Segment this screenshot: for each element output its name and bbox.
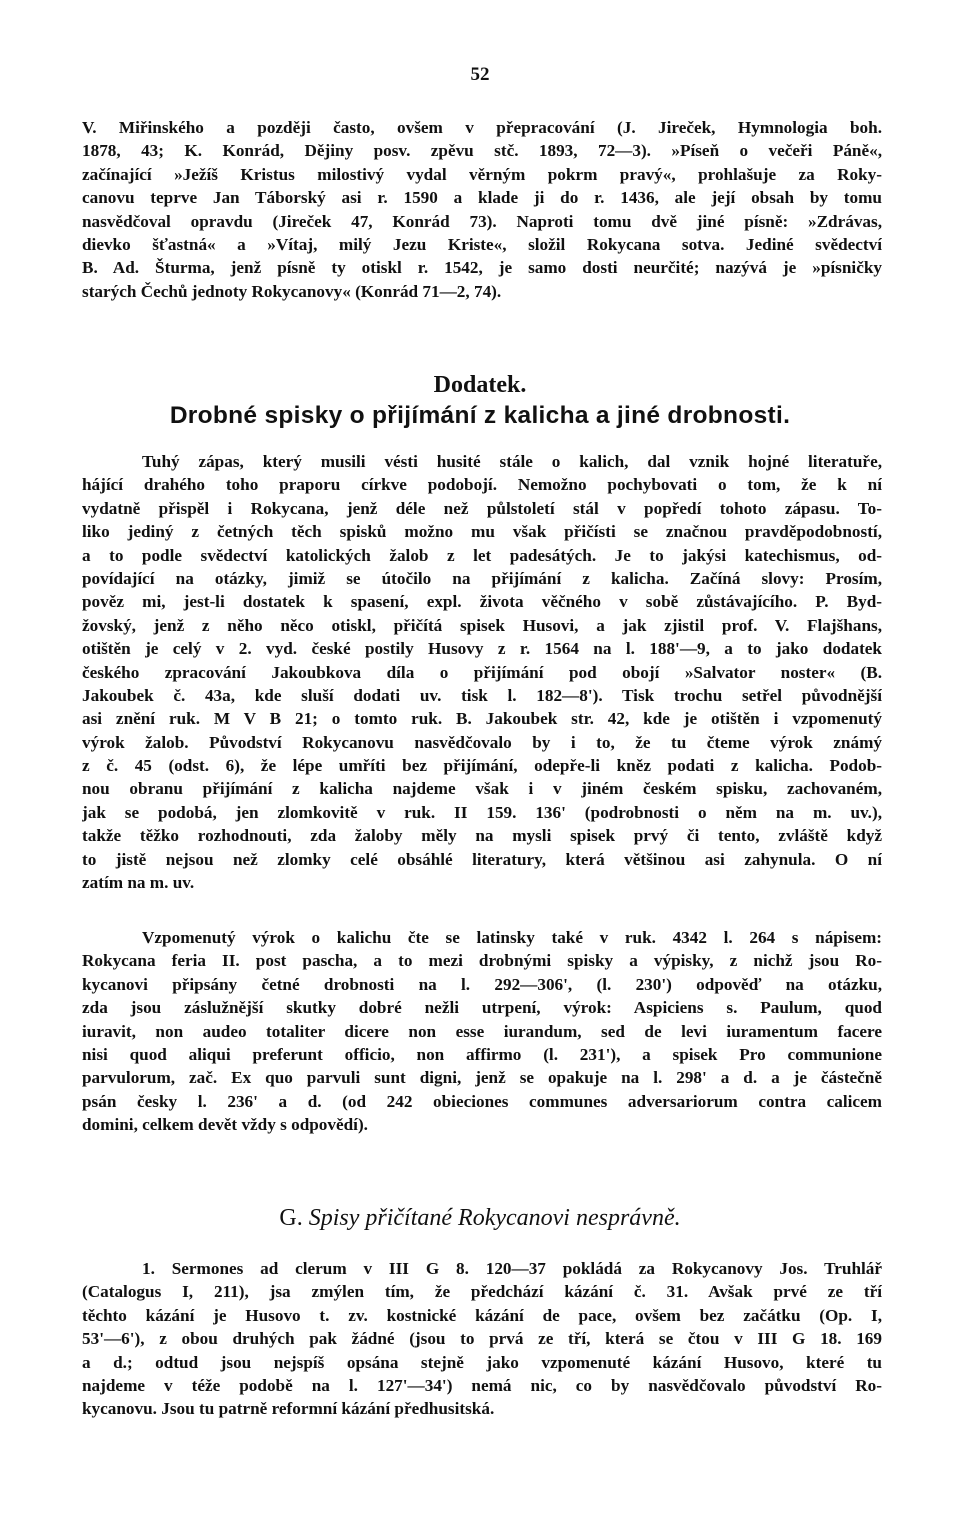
text-line: a to podle svědectví katolických žalob z let padesátých. Je to jakýsi katechismus, od- bbox=[82, 545, 882, 565]
text-line: starých Čechů jednoty Rokycanovy« (Konrád 71—2, 74). bbox=[82, 281, 502, 301]
text-line: českého zpracování Jakoubkova díla o přijímání pod obojí »Salvator noster« (B. bbox=[82, 662, 882, 682]
paragraph-latin-saying bbox=[82, 926, 882, 1137]
text-line: jak se podobá, jen zlomkovitě v ruk. II 159. 136' (podrobnosti o něm na m. uv.), bbox=[82, 802, 882, 822]
text-line: asi znění ruk. M V B 21; o tomto ruk. B. Jakoubek str. 42, kde je otištěn i vzpomenutý bbox=[82, 709, 882, 729]
text-line: těchto kázání je Husovo t. zv. kostnické kázání de pace, ovšem bez začátku (Op. I, bbox=[82, 1305, 882, 1325]
text-line: takže těžko rozhodnouti, zda žaloby měly na mysli spisek prvý či tento, zvláště když bbox=[82, 826, 882, 846]
text-line: nou obranu přijímání z kalicha najdeme však i v jiném českém spisku, zachovaném, bbox=[82, 779, 882, 799]
text-line: parvulorum, zač. Ex quo parvuli sunt digni, jenž se opakuje na l. 298' a d. a je částečně bbox=[82, 1068, 882, 1088]
text-line: 53'—6'), z obou druhých pak žádné (jsou to prvá ze tří, která se čtou v III G 18. 169 bbox=[82, 1329, 882, 1349]
text-line: B. Ad. Šturma, jenž písně ty otiskl r. 1542, je samo dosti neurčité; nazývá je »písničky bbox=[82, 258, 882, 278]
text-line: Jakoubek č. 43a, kde sluší dodati uv. tisk l. 182—8'). Tisk trochu setřel původnější bbox=[82, 685, 882, 705]
text-line: kycanovu. Jsou tu patrně reformní kázání předhusitská. bbox=[82, 1399, 495, 1419]
text-line: psán česky l. 236' a d. (od 242 obieciones communes adversariorum contra calicem bbox=[82, 1091, 882, 1111]
text-line: Tuhý zápas, který musili vésti husité stále o kalich, dal vznik hojné literatuře, bbox=[142, 452, 882, 471]
page-number: 52 bbox=[470, 64, 490, 85]
heading-g-prefix: G. bbox=[279, 1205, 309, 1231]
text-line: 1878, 43; K. Konrád, Dějiny posv. zpěvu stč. 1893, 72—3). »Píseň o večeři Páně«, bbox=[82, 141, 882, 161]
text-line: liko jediný z četných těch spisků možno mu však přičísti se značnou pravděpodobností, bbox=[82, 522, 882, 542]
text-line: výrok žalob. Původství Rokycanovu nasvědčovalo by i to, že tu čteme výrok známý bbox=[82, 732, 882, 752]
text-line: otištěn je celý v 2. vyd. české postily Husovy z r. 1564 na l. 188'—9, a to jako dodatek bbox=[82, 639, 882, 659]
text-line: (Catalogus I, 211), jsa zmýlen tím, že předchází kázání č. 31. Avšak prvé ze tří bbox=[82, 1282, 882, 1302]
heading-section-g bbox=[0, 1205, 960, 1232]
text-line: Rokycana feria II. post pascha, a to mezi drobnými spisky a výpisky, z nichž jsou Ro- bbox=[82, 951, 882, 971]
text-line: nisi quod aliqui preferunt officio, non affirmo (l. 231'), a spisek Pro communione bbox=[82, 1044, 882, 1064]
text-line: canovu teprve Jan Táborský asi r. 1590 a klade ji do r. 1436, ale její obsah by tomu bbox=[82, 188, 882, 208]
heading-dodatek: Dodatek. bbox=[433, 372, 527, 398]
text-line: iuravit, non audeo totaliter dicere non esse iurandum, sed de levi iuramentum facere bbox=[82, 1021, 882, 1041]
text-line: nasvědčoval opravdu (Jireček 47, Konrád 73). Naproti tomu dvě jiné písně: »Zdrávas, bbox=[82, 211, 882, 231]
text-line: zda jsou záslužnější skutky dobré nežli utrpení, výrok: Aspiciens s. Paulum, quod bbox=[82, 998, 882, 1018]
heading-drobne-spisky: Drobné spisky o přijímání z kalicha a jiné drobnosti. bbox=[169, 402, 791, 429]
text-line: to jistě nejsou než zlomky celé obsáhlé literatury, která většinou asi zahynula. O ní bbox=[82, 849, 882, 869]
text-line: kycanovi připsány četné drobnosti na l. 292—306', (l. 230') odpověď na otázku, bbox=[82, 974, 882, 994]
text-line: zatím na m. uv. bbox=[82, 873, 195, 893]
text-line: domini, celkem devět vždy s odpovědí). bbox=[82, 1115, 368, 1135]
paragraph-hymns bbox=[82, 116, 882, 303]
text-line: V. Miřinského a později často, ovšem v přepracování (J. Jireček, Hymnologia boh. bbox=[82, 118, 882, 137]
paragraph-chalice bbox=[82, 450, 882, 894]
text-line: pověz mi, jest-li dostatek k spasení, expl. života věčného v sobě zůstávajícího. P. Byd- bbox=[82, 592, 882, 612]
text-line: dievko šťastná« a »Vítaj, milý Jezu Kriste«, složil Rokycana sotva. Jediné svědectví bbox=[82, 234, 882, 254]
text-line: 1. Sermones ad clerum v III G 8. 120—37 pokládá za Rokycanovy Jos. Truhlář bbox=[142, 1259, 882, 1278]
text-line: povídající na otázky, jimiž se útočilo na přijímání z kalicha. Začíná slovy: Prosím, bbox=[82, 568, 882, 588]
text-line: Vzpomenutý výrok o kalichu čte se latinsky také v ruk. 4342 l. 264 s nápisem: bbox=[142, 928, 882, 947]
paragraph-sermones bbox=[82, 1257, 882, 1421]
text-line: najdeme v téže podobě na l. 127'—34') nemá nic, co by nasvědčovalo původství Ro- bbox=[82, 1375, 882, 1395]
text-line: a d.; odtud jsou nejspíš opsána stejně jako vzpomenuté kázání Husovo, které tu bbox=[82, 1352, 882, 1372]
text-line: začínající »Ježíš Kristus milostivý vydal věrným pokrm pravý«, prohlašuje za Roky- bbox=[82, 164, 882, 184]
text-line: žovský, jenž z něho něco otiskl, přičítá spisek Husovi, a jak zjistil prof. V. Flajšhans, bbox=[82, 615, 882, 635]
heading-g-title: Spisy přičítané Rokycanovi nesprávně. bbox=[308, 1205, 681, 1231]
text-line: vydatně přispěl i Rokycana, jenž déle než půlstoletí stál v popředí tohoto zápasu. To- bbox=[82, 498, 882, 518]
text-line: hájící drahého toho praporu církve podobojí. Nemožno pochybovati o tom, že k ní bbox=[82, 475, 882, 495]
text-line: z č. 45 (odst. 6), že lépe umříti bez přijímání, odepře-li kněz podati z kalicha. Podob- bbox=[82, 756, 882, 776]
